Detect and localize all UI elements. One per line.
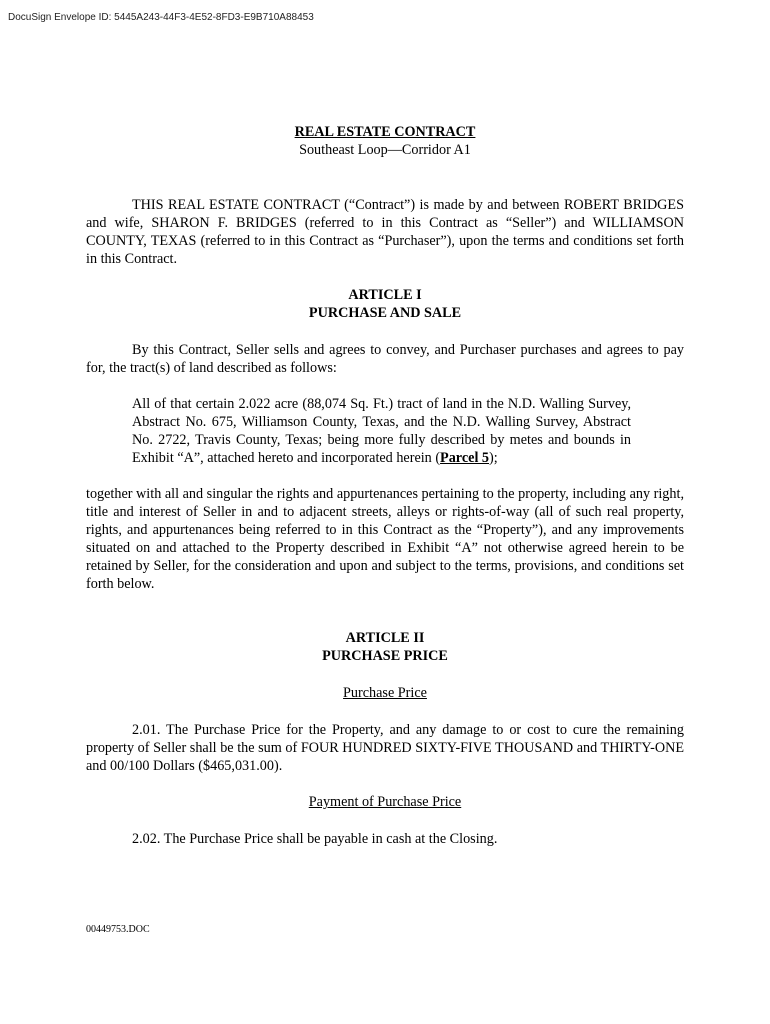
section-2-02: 2.02. The Purchase Price shall be payable in cash at the Closing. [132, 831, 498, 847]
property-description-end: ); [489, 450, 498, 466]
article2-number: ARTICLE II [345, 630, 425, 646]
property-description [132, 395, 631, 467]
intro-paragraph: THIS REAL ESTATE CONTRACT (“Contract”) is made by and between ROBERT BRIDGES and wife, SHARON F. BRIDGES (referred to in this Contract as “Seller”) and WILLIAMSON COUNTY, TEXAS (referred to in this Contract as “Purchaser”), upon the terms and conditions set forth in this Contract. [86, 197, 684, 267]
property-description-text: All of that certain 2.022 acre (88,074 Sq. Ft.) tract of land in the N.D. Walling Survey, Abstract No. 675, Williamson County, Texas, and the N.D. Walling Survey, Abstract No. 2722, Travis County, Texas; being more fully described by metes and bounds in Exhibit “A”, attached hereto and incorporated herein ( [132, 396, 631, 466]
contract-page [86, 120, 684, 848]
together-paragraph: together with all and singular the rights and appurtenances pertaining to the property, including any right, title and interest of Seller in and to adjacent streets, alleys or rights-of-way (all of such real property, rights, and appurtenances being referred to in this Contract as the “Property”), and any improvements situated on and attached to the Property described in Exhibit “A” not otherwise agreed herein to be retained by Seller, for the consideration and upon and subject to the terms, provisions, and conditions set forth below. [86, 486, 684, 592]
document-subtitle: Southeast Loop—Corridor A1 [299, 142, 471, 158]
document-title: REAL ESTATE CONTRACT [294, 124, 476, 140]
article1-paragraph: By this Contract, Seller sells and agrees to convey, and Purchaser purchases and agrees to pay for, the tract(s) of land described as follows: [86, 342, 684, 376]
section-2-01: 2.01. The Purchase Price for the Property, and any damage to or cost to cure the remaining property of Seller shall be the sum of FOUR HUNDRED SIXTY-FIVE THOUSAND and THIRTY-ONE and 00/100 Dollars ($465,031.00). [86, 722, 684, 774]
article2-heading: PURCHASE PRICE [322, 648, 448, 664]
payment-subheading: Payment of Purchase Price [308, 794, 462, 810]
docusign-envelope-id: DocuSign Envelope ID: 5445A243-44F3-4E52-8FD3-E9B710A88453 [8, 12, 314, 23]
document-footer: 00449753.DOC [86, 924, 150, 935]
article1-number: ARTICLE I [348, 287, 422, 303]
article1-heading: PURCHASE AND SALE [308, 305, 462, 321]
parcel-reference: Parcel 5 [440, 450, 490, 466]
purchase-price-subheading: Purchase Price [343, 685, 427, 701]
